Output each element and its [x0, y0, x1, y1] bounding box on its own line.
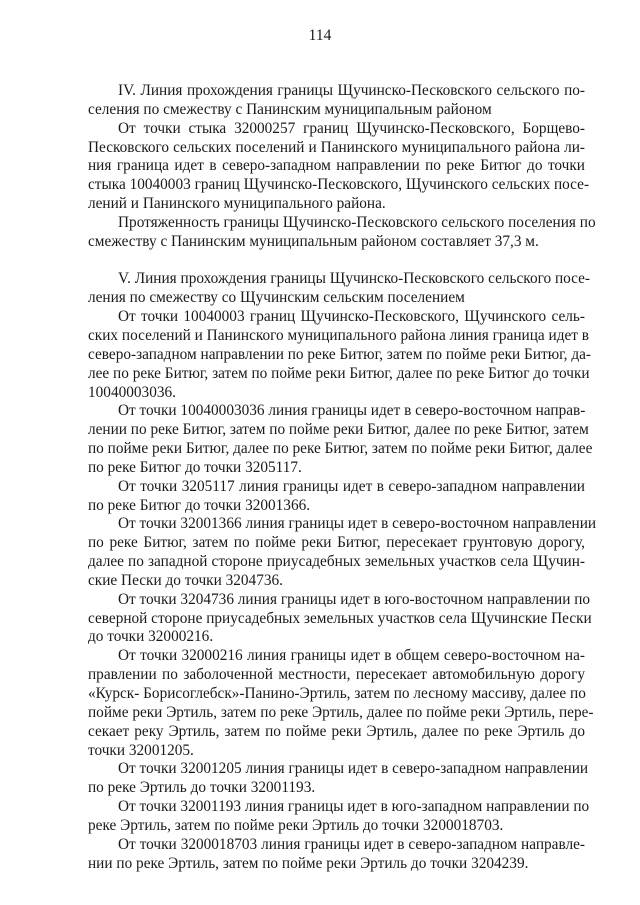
text-line: пойме реки Эртиль, затем по реке Эртиль, далее по пойме реки Эртиль, пере-: [88, 703, 594, 721]
text-line: лее по реке Битюг, затем по пойме реки Битюг, далее по реке Битюг до точки: [88, 364, 590, 382]
text-line: От точки 32001193 линия границы идет в юго-западном направлении по: [118, 798, 590, 816]
text-line: Песковского сельских поселений и Панинского муниципального района ли-: [88, 138, 585, 156]
text-line: смежеству с Панинским муниципальным районом составляет 37,3 м.: [88, 232, 539, 250]
text-line: по реке Эртиль до точки 32001193.: [88, 779, 316, 797]
text-line: От точки стыка 32000257 границ Щучинско-Песковского, Борщево-: [118, 119, 585, 137]
section-gap: [88, 252, 585, 271]
document-body: [88, 82, 597, 873]
text-line: ских поселений и Панинского муниципального района линия граница идет в: [88, 326, 590, 344]
text-line: северной стороне приусадебных земельных участков села Щучинские Пески: [88, 609, 592, 627]
text-line: северо-западном направлении по реке Битюг, затем по пойме реки Битюг, да-: [88, 345, 591, 363]
text-line: лений и Панинского муниципального района.: [88, 195, 386, 213]
page-number: 114: [308, 27, 332, 44]
text-line: реке Эртиль, затем по пойме реки Эртиль до точки 3200018703.: [88, 816, 504, 834]
text-line: От точки 10040003 границ Щучинско-Песковского, Щучинского сель-: [118, 308, 585, 326]
text-line: стыка 10040003 границ Щучинско-Песковского, Щучинского сельских посе-: [88, 176, 590, 194]
text-line: по реке Битюг до точки 32001366.: [88, 496, 311, 514]
text-line: далее по западной стороне приусадебных земельных участков села Щучин-: [88, 553, 585, 571]
text-line: V. Линия прохождения границы Щучинско-Песковского сельского посе-: [118, 270, 591, 288]
text-line: IV. Линия прохождения границы Щучинско-Песковского сельского по-: [118, 82, 585, 99]
text-line: правлении по заболоченной местности, пересекает автомобильную дорогу: [88, 666, 585, 684]
text-line: ские Пески до точки 3204736.: [88, 571, 283, 589]
text-line: От точки 3204736 линия границы идет в юго-восточном направлении по: [118, 590, 591, 608]
text-line: От точки 3205117 линия границы идет в северо-западном направлении: [118, 477, 585, 495]
text-line: секает реку Эртиль, затем по пойме реки Эртиль, далее по реке Эртиль до: [88, 722, 585, 740]
text-line: точки 32001205.: [88, 741, 194, 759]
text-line: От точки 3200018703 линия границы идет в северо-западном направле-: [118, 835, 585, 853]
text-line: ления по смежеству со Щучинским сельским поселением: [88, 289, 465, 307]
text-line: От точки 32000216 линия границы идет в общем северо-восточном на-: [118, 647, 585, 665]
text-line: до точки 32000216.: [88, 628, 214, 646]
text-line: Протяженность границы Щучинско-Песковского сельского поселения по: [118, 213, 596, 231]
text-line: по реке Битюг, затем по пойме реки Битюг, пересекает грунтовую дорогу,: [88, 534, 585, 552]
text-line: селения по смежеству с Панинским муниципальным районом: [88, 100, 492, 118]
text-line: нии по реке Эртиль, затем по пойме реки Эртиль до точки 3204239.: [88, 854, 529, 872]
text-line: От точки 10040003036 линия границы идет в северо-восточном направ-: [118, 402, 586, 420]
text-line: «Курск- Борисоглебск»-Панино-Эртиль, затем по лесному массиву, далее по: [88, 685, 586, 702]
text-line: по пойме реки Битюг, далее по реке Битюг, затем по пойме реки Битюг, далее: [88, 440, 593, 458]
text-line: ния граница идет в северо-западном направлении по реке Битюг до точки: [88, 157, 585, 175]
text-line: От точки 32001205 линия границы идет в северо-западном направлении: [118, 760, 589, 778]
text-line: по реке Битюг до точки 3205117.: [88, 458, 302, 476]
text-line: От точки 32001366 линия границы идет в северо-восточном направлении: [118, 515, 597, 533]
text-line: 10040003036.: [88, 383, 176, 401]
text-line: лении по реке Битюг, затем по пойме реки Битюг, далее по реке Битюг, затем: [88, 421, 589, 439]
